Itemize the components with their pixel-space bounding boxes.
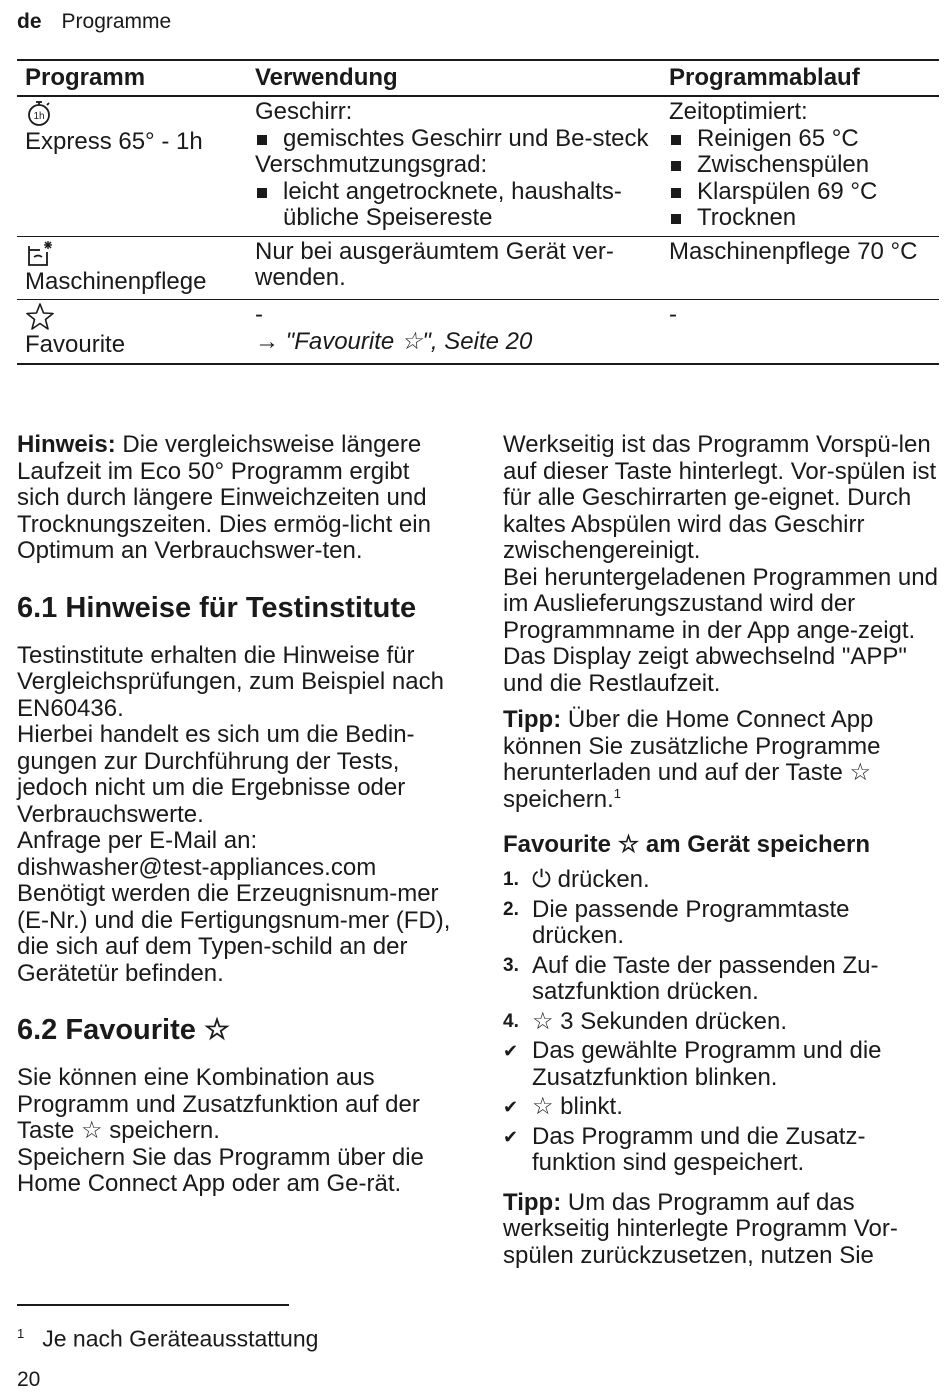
program-cell: [17, 236, 247, 300]
footnote: [17, 1320, 318, 1353]
step-text: Auf die Taste der passenden Zu-satzfunktion drücken.: [532, 951, 879, 1005]
list-item: Klarspülen 69 °C: [669, 179, 931, 206]
paragraph: Bei heruntergeladenen Programmen und im Auslieferungszustand wird der Programmname in der App ange-zeigt. Das Display zeigt abwechselnd "APP" und die Restlaufzeit.: [503, 563, 938, 697]
result-item: [503, 1124, 939, 1177]
result-list: [503, 1038, 939, 1177]
language-code: de: [17, 10, 42, 33]
list-item: Zwischenspülen: [669, 152, 931, 179]
section-heading-6-2: 6.2 Favourite ☆: [17, 1014, 230, 1046]
flow-cell: [661, 96, 939, 236]
tip-paragraph: [503, 707, 939, 813]
hint-label: Hinweis:: [17, 431, 116, 458]
tip-text: Um das Programm auf das werkseitig hinterlegte Programm Vor-spülen zurückzusetzen, nutzen Sie: [503, 1188, 898, 1269]
usage-cell: Nur bei ausgeräumtem Gerät ver-wenden.: [247, 236, 661, 300]
step-item: [503, 897, 939, 950]
section-heading-6-1: 6.1 Hinweise für Testinstitute: [17, 591, 417, 624]
hint-paragraph: [17, 432, 453, 565]
table-header-row: [17, 60, 939, 96]
table-row: [17, 96, 939, 236]
hint-text: Die vergleichsweise längere Laufzeit im Eco 50° Programm ergibt sich durch längere Einweichzeiten und Trocknungszeiten. Dies ermög-licht ein Optimum an Verbrauchswer-ten.: [17, 431, 431, 564]
step-item: [503, 1009, 939, 1036]
footnote-ref: 1: [613, 785, 621, 801]
step-number: 4.: [503, 1010, 519, 1032]
page-reference-link[interactable]: → "Favourite ☆", Seite 20: [255, 327, 533, 355]
step-text: ⏻ drücken.: [532, 866, 650, 893]
column-header-usage: Verwendung: [247, 60, 661, 96]
footnote-mark: 1: [17, 1326, 25, 1341]
tip-text: Über die Home Connect App können Sie zusätzliche Programme herunterladen und auf der Taste ☆ speichern.: [503, 706, 881, 813]
step-list: [503, 867, 939, 1035]
step-item: [503, 867, 939, 894]
program-name: Favourite: [25, 331, 126, 358]
usage-label: Geschirr:: [255, 98, 353, 125]
step-number: 3.: [503, 954, 519, 976]
paragraph: Speichern Sie das Programm über die Home Connect App oder am Ge-rät.: [17, 1143, 424, 1197]
tip-label: Tipp:: [503, 706, 562, 733]
list-item: gemischtes Geschirr und Be-steck: [255, 126, 653, 153]
usage-cell: [247, 96, 661, 236]
left-column: [17, 432, 453, 1198]
page-header: [17, 9, 171, 35]
table-row: [17, 236, 939, 300]
step-text: ☆ 3 Sekunden drücken.: [532, 1007, 788, 1035]
program-name: Express 65° - 1h: [25, 128, 203, 155]
right-column: [503, 432, 939, 1269]
section-title: Programme: [61, 10, 172, 33]
table-row: [17, 300, 939, 364]
page-number: 20: [17, 1368, 41, 1391]
program-cell: [17, 300, 247, 364]
flow-cell: Maschinenpflege 70 °C: [661, 236, 939, 300]
usage-cell: [247, 300, 661, 364]
result-text: Das gewählte Programm und die Zusatzfunktion blinken.: [532, 1037, 882, 1091]
paragraph: Benötigt werden die Erzeugnisnum-mer (E-Nr.) und die Fertigungsnum-mer (FD), die sich auf dem Typen-schild an der Gerätetür befinden.: [17, 880, 451, 987]
step-item: [503, 953, 939, 1006]
result-item: [503, 1094, 939, 1121]
machine-care-icon: [25, 239, 55, 269]
check-icon: ✔: [503, 1097, 519, 1117]
paragraph: Werkseitig ist das Programm Vorspü-len auf dieser Taste hinterlegt. Vor-spülen ist für alle Geschirrarten ge-eignet. Durch kaltes Abspülen wird das Geschirr zwischengereinigt.: [503, 431, 937, 564]
subheading-save-favourite: Favourite ☆ am Gerät speichern: [503, 831, 870, 858]
paragraph: Hierbei handelt es sich um die Bedin-gungen zur Durchführung der Tests, jedoch nicht um die Ergebnisse oder Verbrauchswerte.: [17, 721, 415, 828]
usage-label: Verschmutzungsgrad:: [255, 151, 488, 178]
list-item: leicht angetrocknete, haushalts-übliche Speisereste: [255, 179, 653, 232]
result-text: ☆ blinkt.: [532, 1093, 623, 1120]
step-text: Die passende Programmtaste drücken.: [532, 895, 850, 949]
tip-paragraph: [503, 1190, 939, 1270]
email-address: dishwasher@test-appliances.com: [17, 853, 377, 881]
program-cell: [17, 96, 247, 236]
program-table: [17, 59, 939, 365]
list-item: Reinigen 65 °C: [669, 126, 931, 153]
paragraph: Sie können eine Kombination aus Programm und Zusatzfunktion auf der Taste ☆ speichern.: [17, 1064, 420, 1144]
column-header-flow: Programmablauf: [661, 60, 939, 96]
list-item: Trocknen: [669, 205, 931, 232]
program-name: Maschinenpflege: [25, 267, 207, 295]
column-header-program: Programm: [17, 60, 247, 96]
result-text: Das Programm und die Zusatz-funktion sind gespeichert.: [532, 1122, 866, 1176]
footnote-divider: [17, 1304, 289, 1306]
tip-label: Tipp:: [503, 1188, 562, 1216]
check-icon: ✔: [503, 1041, 519, 1061]
check-icon: ✔: [503, 1126, 519, 1147]
svg-text:1h: 1h: [33, 111, 45, 122]
paragraph: Testinstitute erhalten die Hinweise für Vergleichsprüfungen, zum Beispiel nach EN60436.: [17, 641, 444, 722]
step-number: 2.: [503, 898, 519, 920]
footnote-text: Je nach Geräteausstattung: [42, 1325, 319, 1352]
flow-cell: -: [661, 300, 939, 364]
result-item: [503, 1038, 939, 1091]
step-number: 1.: [503, 869, 519, 890]
flow-label: Zeitoptimiert:: [669, 98, 808, 125]
paragraph: Anfrage per E-Mail an:: [17, 827, 258, 854]
usage-dash: -: [255, 301, 263, 328]
express-1h-icon: [25, 99, 55, 129]
star-icon: [25, 302, 55, 332]
